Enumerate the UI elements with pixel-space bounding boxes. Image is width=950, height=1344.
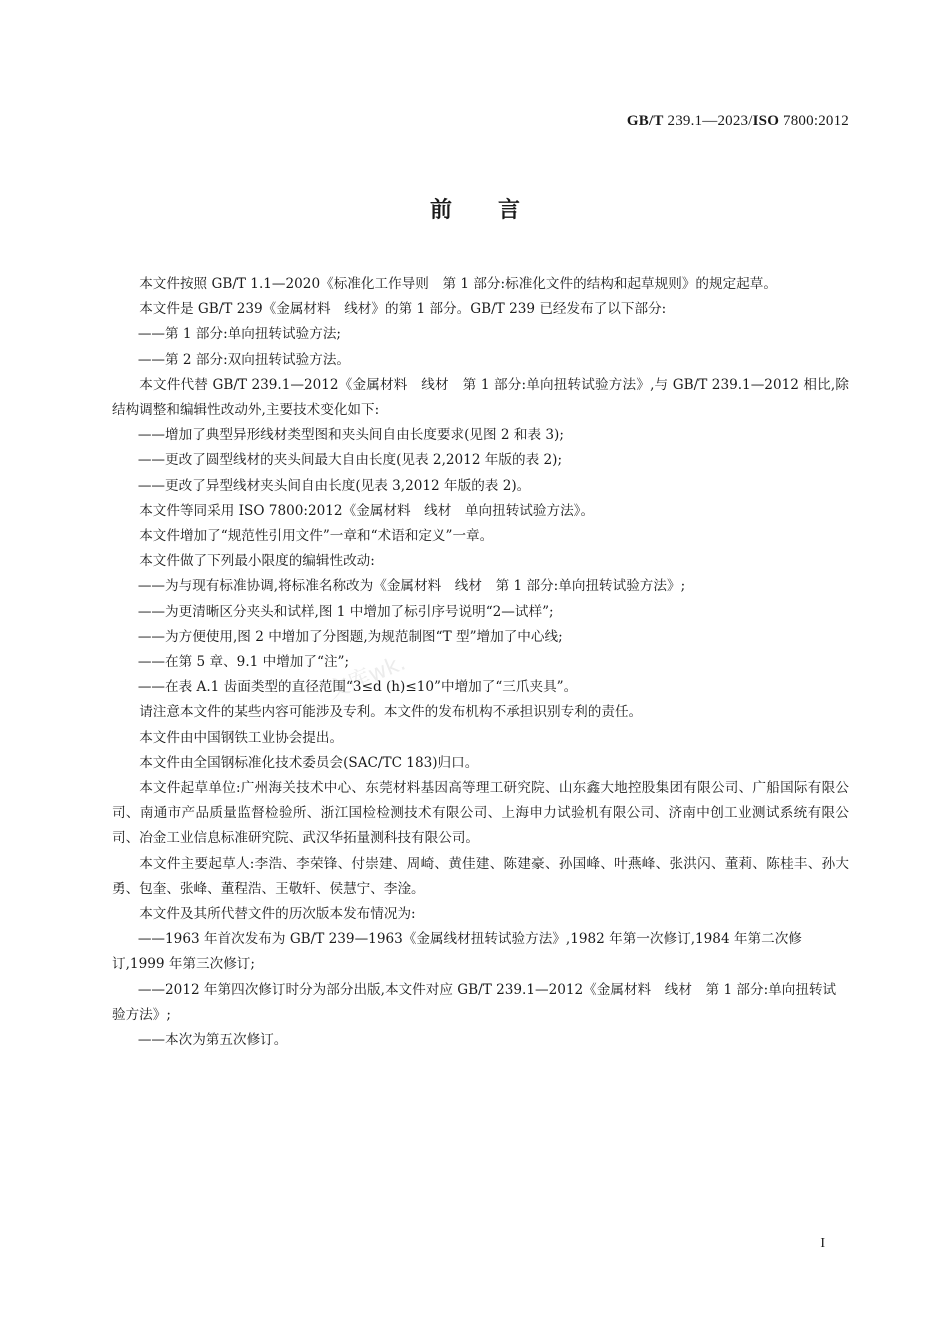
paragraph-drafters: 本文件主要起草人:李浩、李荣锋、付崇建、周崎、黄佳建、陈建豪、孙国峰、叶燕峰、张洪闪、董莉、陈桂丰、孙大勇、包奎、张峰、董程浩、王敬轩、侯慧宁、李淦。 bbox=[112, 855, 849, 897]
standard-code-iso-number: 7800:2012 bbox=[779, 113, 849, 129]
foreword-body bbox=[112, 272, 849, 1053]
standard-code-number: 239.1—2023/ bbox=[663, 113, 753, 129]
list-item-part1: ——第 1 部分:单向扭转试验方法; bbox=[137, 326, 341, 343]
watermark: 文库wk. bbox=[324, 650, 410, 705]
paragraph-replaces: 本文件代替 GB/T 239.1—2012《金属材料 线材 第 1 部分:单向扭转试验方法》,与 GB/T 239.1—2012 相比,除结构调整和编辑性改动外,主要技术变化如下: bbox=[112, 376, 849, 419]
standard-code-iso: ISO bbox=[752, 113, 780, 129]
list-item-history-2: ——2012 年第四次修订时分为部分出版,本文件对应 GB/T 239.1—2012《金属材料 线材 第 1 部分:单向扭转试验方法》; bbox=[112, 981, 837, 1023]
paragraph-proposed-by: 本文件由中国钢铁工业协会提出。 bbox=[139, 729, 344, 746]
standard-code-header bbox=[627, 113, 849, 130]
list-item-edit-1: ——为与现有标准协调,将标准名称改为《金属材料 线材 第 1 部分:单向扭转试验方法》; bbox=[137, 578, 686, 595]
list-item-edit-2: ——为更清晰区分夹头和试样,图 1 中增加了标引序号说明“2—试样”; bbox=[137, 603, 554, 620]
paragraph-drafting-units: 本文件起草单位:广州海关技术中心、东莞材料基因高等理工研究院、山东鑫大地控股集团有限公司、广船国际有限公司、南通市产品质量监督检验所、浙江国检检测技术有限公司、上海申力试验机有限公司、济南中创工业测试系统有限公司、冶金工业信息标准研究院、武汉华拓量测科技有限公司。 bbox=[112, 780, 849, 847]
list-item-change-3: ——更改了异型线材夹头间自由长度(见表 3,2012 年版的表 2)。 bbox=[137, 477, 531, 494]
paragraph-part-info: 本文件是 GB/T 239《金属材料 线材》的第 1 部分。GB/T 239 已经发布了以下部分: bbox=[139, 301, 667, 318]
paragraph-added-chapters: 本文件增加了“规范性引用文件”一章和“术语和定义”一章。 bbox=[139, 528, 494, 545]
paragraph-patent-notice: 请注意本文件的某些内容可能涉及专利。本文件的发布机构不承担识别专利的责任。 bbox=[139, 704, 643, 721]
page-number: I bbox=[820, 1236, 825, 1251]
list-item-edit-3: ——为方便使用,图 2 中增加了分图题,为规范制图“T 型”增加了中心线; bbox=[137, 628, 563, 645]
paragraph-adopts-iso: 本文件等同采用 ISO 7800:2012《金属材料 线材 单向扭转试验方法》。 bbox=[139, 502, 595, 519]
page-title: 前言 bbox=[429, 198, 566, 223]
standard-code-prefix: GB/T bbox=[626, 113, 664, 129]
list-item-history-3: ——本次为第五次修订。 bbox=[137, 1032, 288, 1049]
paragraph-history: 本文件及其所代替文件的历次版本发布情况为: bbox=[139, 906, 416, 923]
paragraph-editorial-changes: 本文件做了下列最小限度的编辑性改动: bbox=[139, 553, 375, 570]
list-item-part2: ——第 2 部分:双向扭转试验方法。 bbox=[137, 351, 351, 368]
list-item-edit-4: ——在第 5 章、9.1 中增加了“注”; bbox=[137, 654, 350, 671]
paragraph-centralized-by: 本文件由全国钢标准化技术委员会(SAC/TC 183)归口。 bbox=[139, 754, 479, 771]
list-item-change-1: ——增加了典型异形线材类型图和夹头间自由长度要求(见图 2 和表 3); bbox=[137, 427, 564, 444]
list-item-change-2: ——更改了圆型线材的夹头间最大自由长度(见表 2,2012 年版的表 2); bbox=[137, 452, 563, 469]
paragraph-drafting-rule: 本文件按照 GB/T 1.1—2020《标准化工作导则 第 1 部分:标准化文件的结构和起草规则》的规定起草。 bbox=[139, 276, 777, 292]
list-item-edit-5: ——在表 A.1 齿面类型的直径范围“3≤d (h)≤10”中增加了“三爪夹具”。 bbox=[137, 679, 578, 696]
list-item-history-1: ——1963 年首次发布为 GB/T 239—1963《金属线材扭转试验方法》,1982 年第一次修订,1984 年第二次修订,1999 年第三次修订; bbox=[112, 931, 802, 973]
